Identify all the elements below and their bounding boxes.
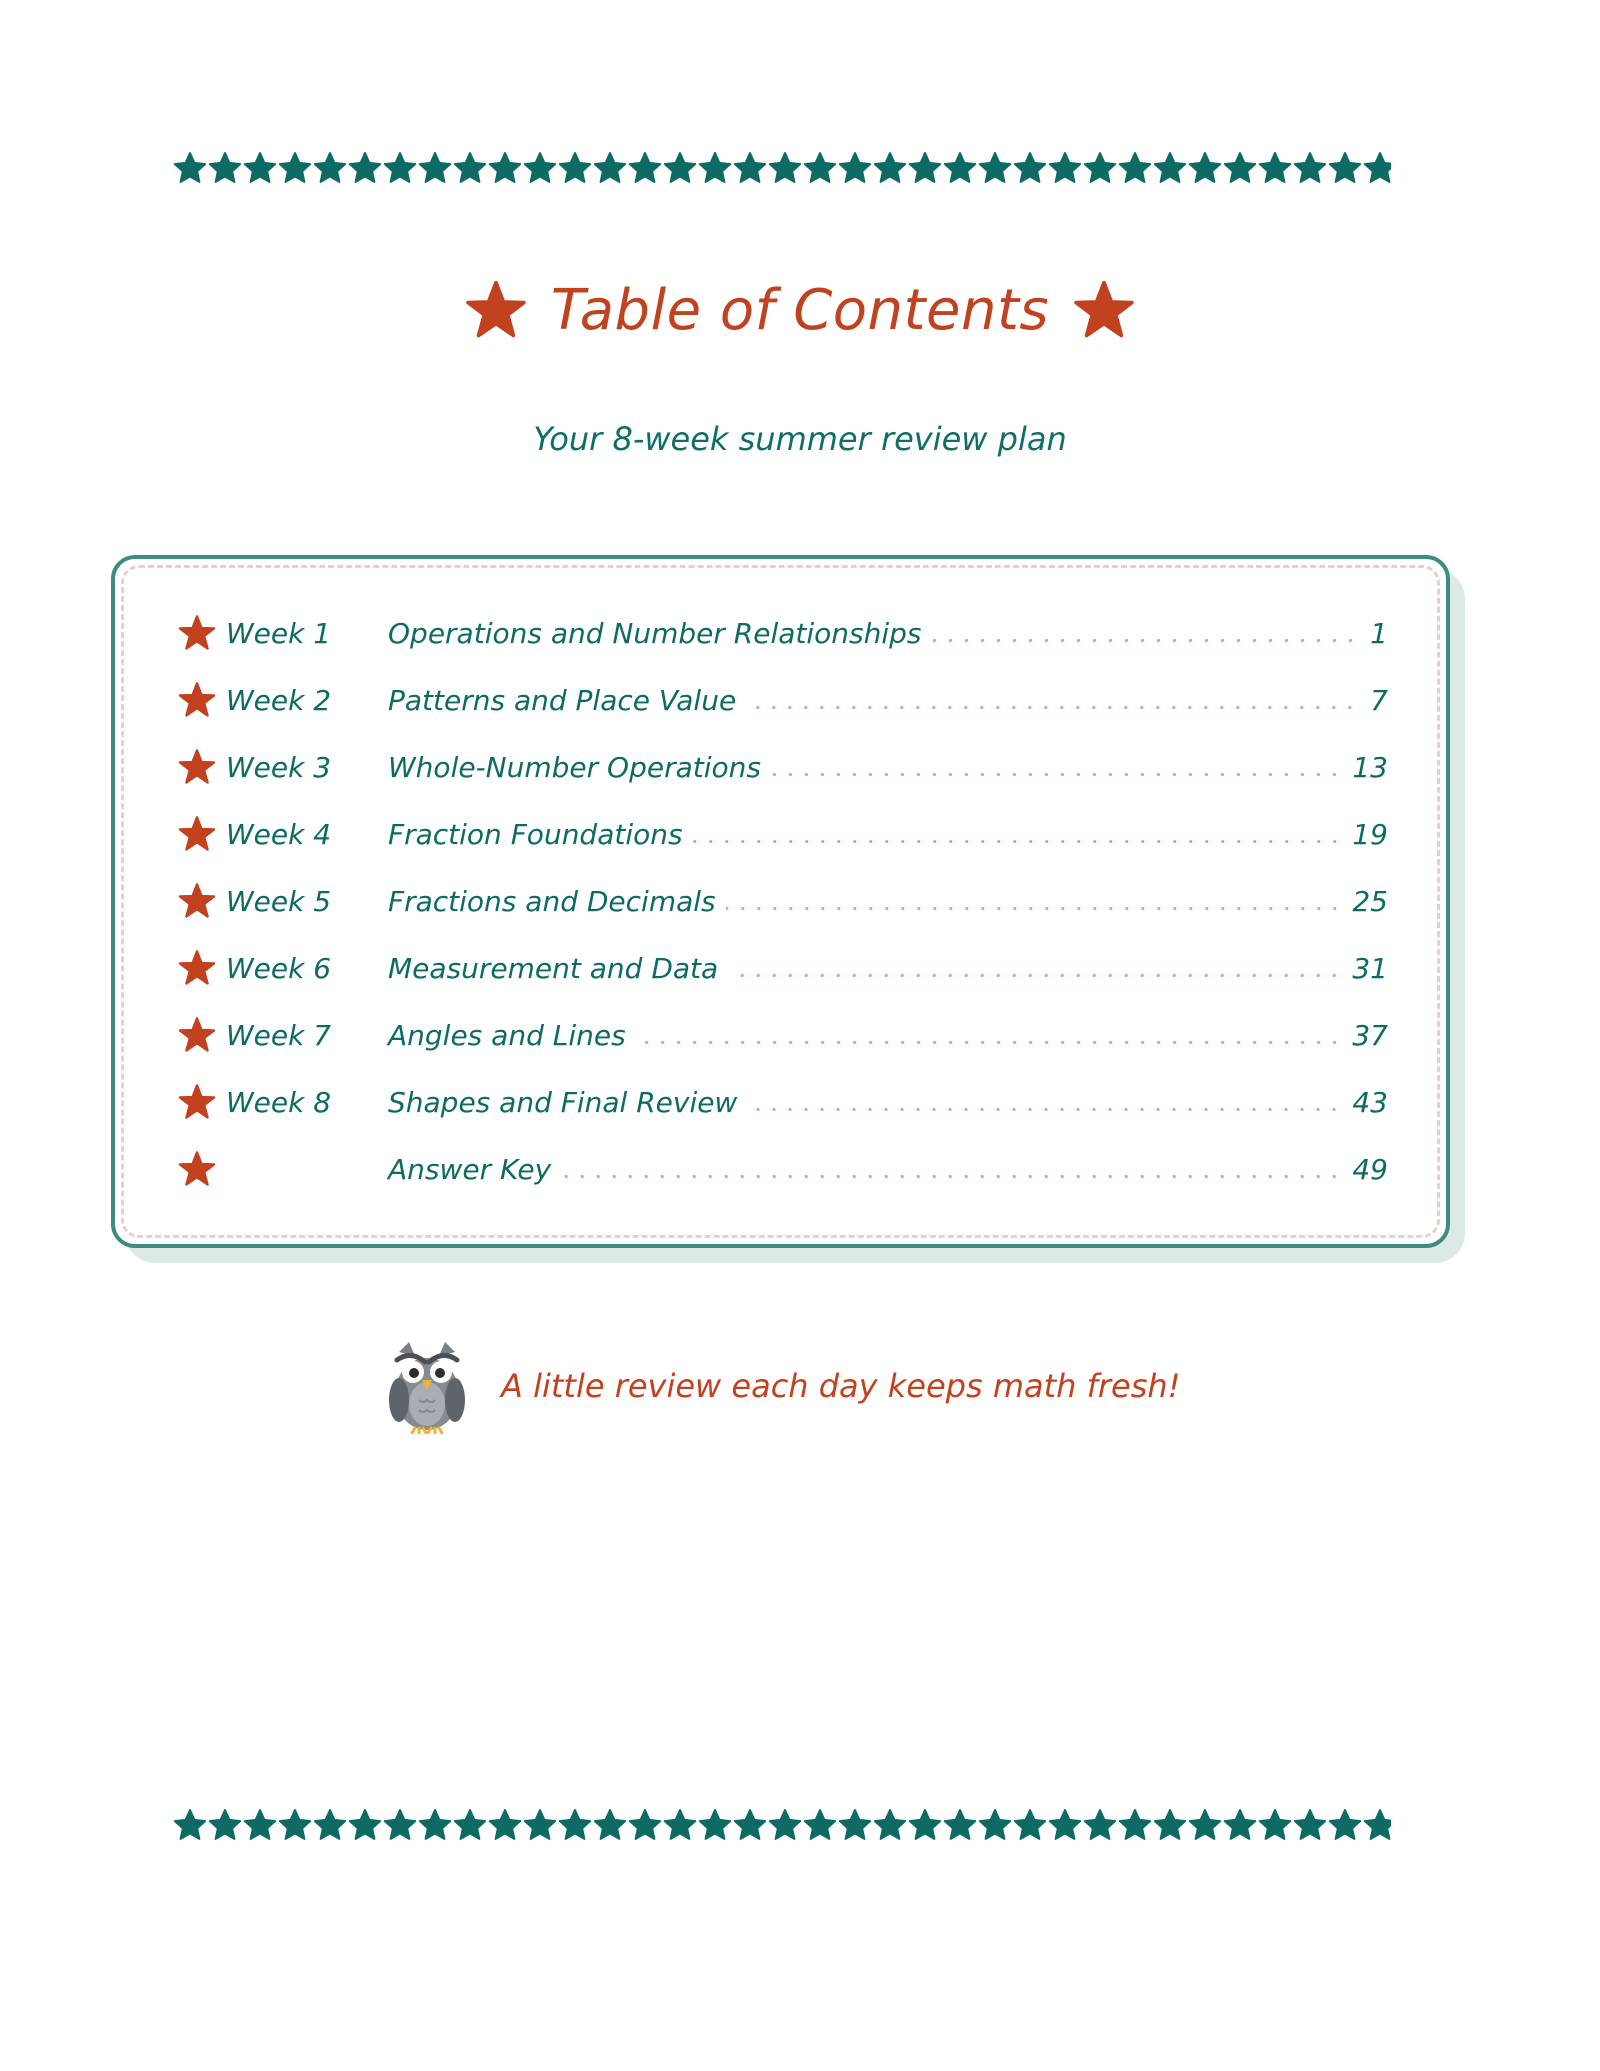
border-star-icon — [490, 153, 520, 182]
star-icon — [178, 882, 216, 920]
toc-topic: Patterns and Place Value — [388, 683, 737, 717]
toc-week-label: Week 2 — [226, 683, 332, 717]
border-star-icon — [350, 153, 380, 182]
border-star-icon — [1330, 1810, 1360, 1839]
footer-note — [385, 1336, 1181, 1436]
border-star-icon — [910, 153, 940, 182]
star-icon — [178, 681, 216, 719]
star-icon — [178, 815, 216, 853]
bottom-star-border — [173, 1808, 1391, 1842]
toc-entry[interactable] — [178, 1015, 1388, 1055]
border-star-icon — [210, 153, 240, 182]
star-border-svg — [173, 1808, 1391, 1842]
border-star-icon — [910, 1810, 940, 1839]
border-star-icon — [455, 1810, 485, 1839]
border-star-icon — [280, 1810, 310, 1839]
border-star-icon — [525, 1810, 555, 1839]
border-star-icon — [1330, 153, 1360, 182]
toc-entry[interactable] — [178, 881, 1388, 921]
toc-entry[interactable] — [178, 613, 1388, 653]
toc-page-number: 1 — [1370, 616, 1388, 650]
owl-icon — [385, 1338, 469, 1434]
border-star-icon — [350, 1810, 380, 1839]
border-star-icon — [1225, 1810, 1255, 1839]
star-icon — [178, 614, 216, 652]
border-star-icon — [735, 153, 765, 182]
toc-week-label: Week 6 — [226, 951, 332, 985]
dot-leader — [932, 639, 1358, 642]
border-star-icon — [875, 153, 905, 182]
border-star-icon — [945, 153, 975, 182]
border-star-icon — [280, 153, 310, 182]
border-star-icon — [245, 153, 275, 182]
border-star-icon — [1120, 153, 1150, 182]
dot-leader — [747, 1108, 1342, 1111]
toc-week-label: Week 3 — [226, 750, 332, 784]
toc-page-number: 49 — [1352, 1152, 1388, 1186]
toc-week-label: Week 1 — [226, 616, 332, 650]
border-star-icon — [875, 1810, 905, 1839]
star-icon — [178, 1083, 216, 1121]
toc-page-number: 19 — [1352, 817, 1388, 851]
border-star-icon — [735, 1810, 765, 1839]
border-star-icon — [1190, 1810, 1220, 1839]
dot-leader — [561, 1175, 1342, 1178]
toc-page-number: 31 — [1352, 951, 1388, 985]
page-subtitle: Your 8-week summer review plan — [533, 420, 1067, 458]
toc-week-label: Week 4 — [226, 817, 332, 851]
dot-leader — [746, 706, 1358, 709]
border-star-icon — [525, 153, 555, 182]
border-star-icon — [945, 1810, 975, 1839]
border-star-icon — [455, 153, 485, 182]
toc-topic: Angles and Lines — [388, 1018, 626, 1052]
toc-entry[interactable] — [178, 747, 1388, 787]
star-icon — [178, 949, 216, 987]
border-star-icon — [560, 1810, 590, 1839]
border-star-icon — [980, 153, 1010, 182]
border-star-icon — [1155, 153, 1185, 182]
border-star-icon — [840, 1810, 870, 1839]
border-star-icon — [1365, 153, 1391, 182]
star-icon — [178, 1016, 216, 1054]
toc-entry[interactable] — [178, 814, 1388, 854]
top-star-border — [173, 151, 1391, 185]
toc-page-number: 37 — [1352, 1018, 1388, 1052]
toc-entry[interactable] — [178, 948, 1388, 988]
page-title: Table of Contents — [550, 277, 1050, 343]
toc-page-number: 13 — [1352, 750, 1388, 784]
toc-entry[interactable] — [178, 1082, 1388, 1122]
star-icon — [178, 1150, 216, 1188]
border-star-icon — [420, 1810, 450, 1839]
motto-text: A little review each day keeps math fresh! — [501, 1367, 1181, 1405]
title-block — [0, 270, 1600, 350]
toc-week-label: Week 7 — [226, 1018, 332, 1052]
border-star-icon — [770, 153, 800, 182]
border-star-icon — [245, 1810, 275, 1839]
border-star-icon — [175, 1810, 205, 1839]
border-star-icon — [1050, 1810, 1080, 1839]
border-star-icon — [420, 153, 450, 182]
dot-leader — [726, 907, 1343, 910]
border-star-icon — [385, 1810, 415, 1839]
toc-topic: Answer Key — [388, 1152, 552, 1186]
border-star-icon — [980, 1810, 1010, 1839]
toc-topic: Fractions and Decimals — [388, 884, 716, 918]
toc-page-number: 25 — [1352, 884, 1388, 918]
border-star-icon — [1260, 1810, 1290, 1839]
star-icon — [1073, 279, 1135, 341]
border-star-icon — [1085, 153, 1115, 182]
border-star-icon — [1365, 1810, 1391, 1839]
border-star-icon — [1260, 153, 1290, 182]
border-star-icon — [805, 1810, 835, 1839]
toc-page-number: 7 — [1370, 683, 1388, 717]
dot-leader — [728, 974, 1342, 977]
toc-topic: Measurement and Data — [388, 951, 719, 985]
star-icon — [465, 279, 527, 341]
star-icon — [178, 748, 216, 786]
border-star-icon — [805, 153, 835, 182]
border-star-icon — [385, 153, 415, 182]
border-star-icon — [210, 1810, 240, 1839]
border-star-icon — [1050, 153, 1080, 182]
toc-entry[interactable] — [178, 680, 1388, 720]
border-star-icon — [560, 153, 590, 182]
border-star-icon — [1225, 153, 1255, 182]
border-star-icon — [1015, 153, 1045, 182]
border-star-icon — [595, 153, 625, 182]
toc-topic: Whole-Number Operations — [388, 750, 761, 784]
border-star-icon — [315, 153, 345, 182]
border-star-icon — [1155, 1810, 1185, 1839]
border-star-icon — [840, 153, 870, 182]
dot-leader — [771, 773, 1342, 776]
border-star-icon — [630, 153, 660, 182]
border-star-icon — [770, 1810, 800, 1839]
border-star-icon — [1085, 1810, 1115, 1839]
border-star-icon — [1120, 1810, 1150, 1839]
border-star-icon — [595, 1810, 625, 1839]
toc-week-label: Week 5 — [226, 884, 332, 918]
toc-entry[interactable] — [178, 1149, 1388, 1189]
dot-leader — [693, 840, 1343, 843]
border-star-icon — [1295, 153, 1325, 182]
border-star-icon — [665, 1810, 695, 1839]
border-star-icon — [1015, 1810, 1045, 1839]
border-star-icon — [1295, 1810, 1325, 1839]
border-star-icon — [700, 1810, 730, 1839]
star-border-svg — [173, 151, 1391, 185]
border-star-icon — [175, 153, 205, 182]
border-star-icon — [665, 153, 695, 182]
toc-page-number: 43 — [1352, 1085, 1388, 1119]
border-star-icon — [630, 1810, 660, 1839]
border-star-icon — [1190, 153, 1220, 182]
border-star-icon — [315, 1810, 345, 1839]
toc-topic: Fraction Foundations — [388, 817, 683, 851]
border-star-icon — [490, 1810, 520, 1839]
toc-week-label: Week 8 — [226, 1085, 332, 1119]
border-star-icon — [700, 153, 730, 182]
toc-topic: Operations and Number Relationships — [388, 616, 922, 650]
toc-topic: Shapes and Final Review — [388, 1085, 738, 1119]
dot-leader — [636, 1041, 1343, 1044]
